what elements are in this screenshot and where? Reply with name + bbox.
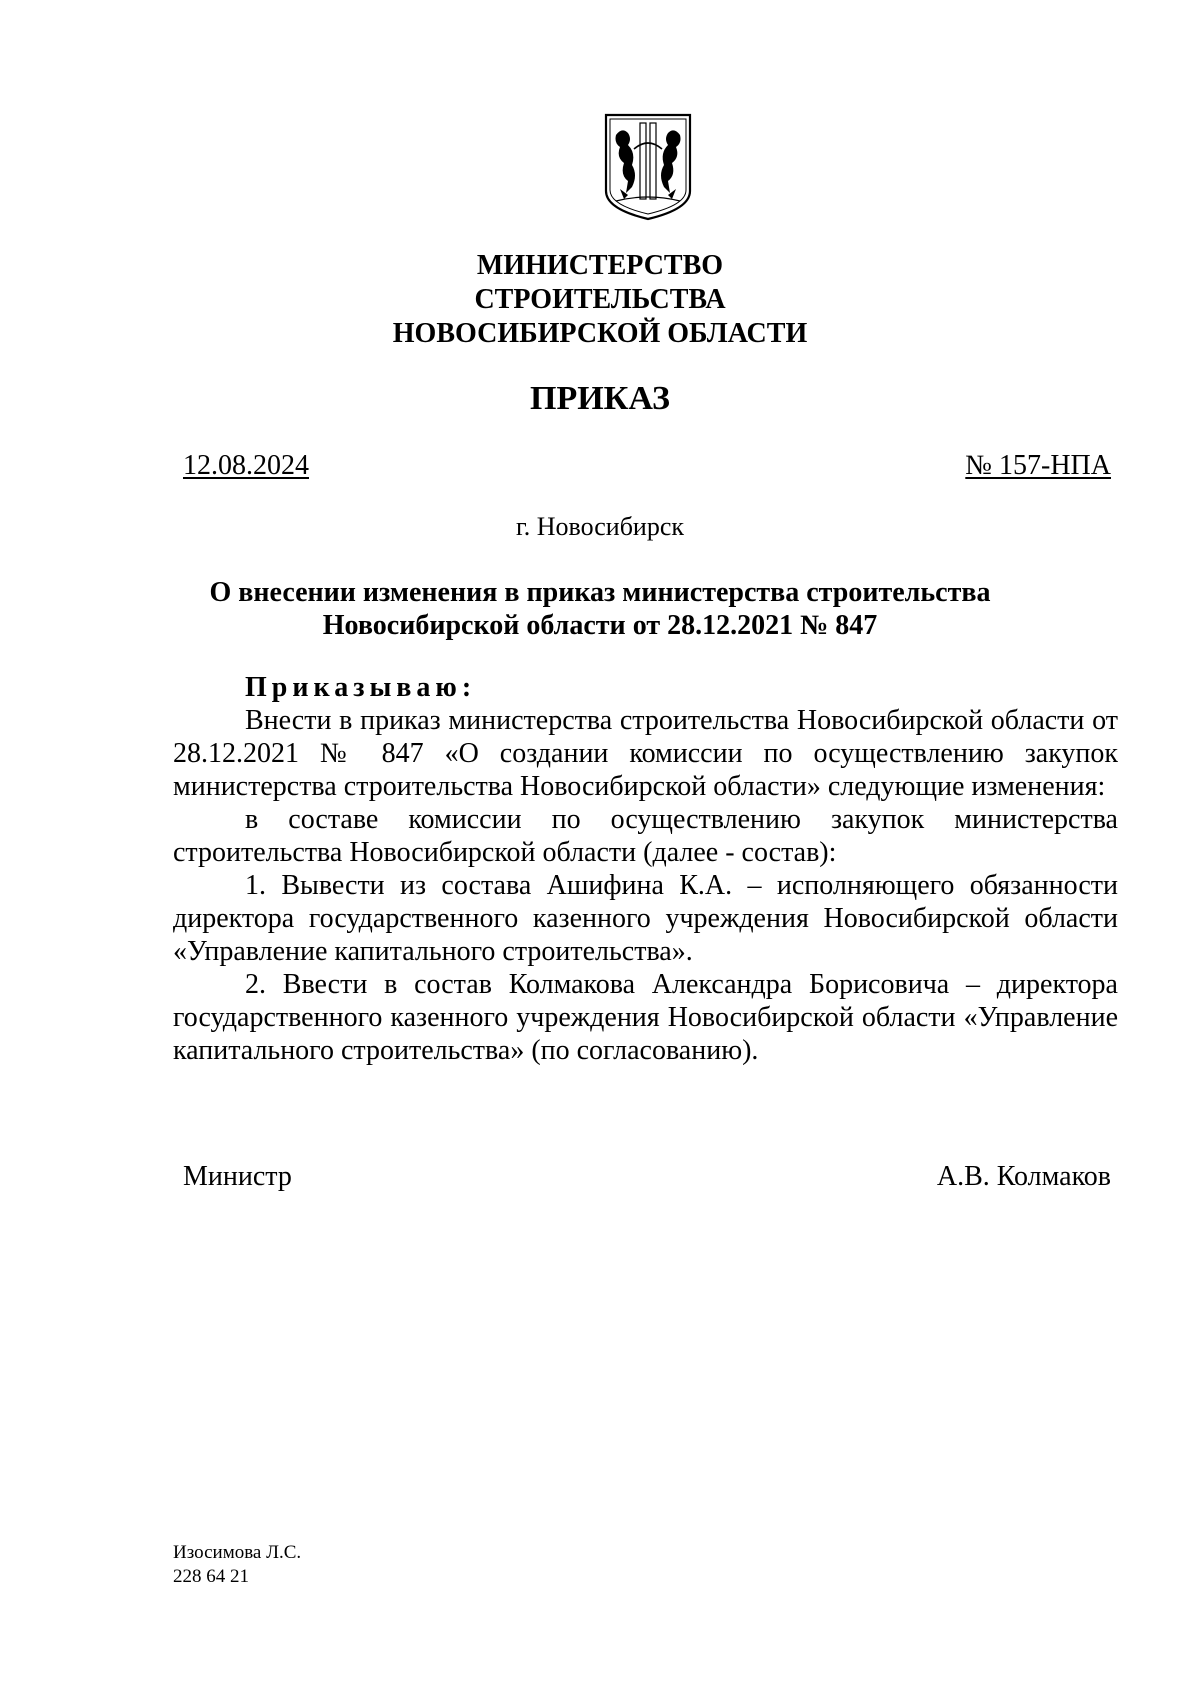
document-body [173,671,1118,1067]
signature-role: Министр [183,1161,292,1192]
org-name-line-2: СТРОИТЕЛЬСТВА [474,284,726,315]
body-paragraph-2: в составе комиссии по осуществлению закупок министерства строительства Новосибирской области (далее - состав): [173,804,1118,868]
body-paragraph-1: Внести в приказ министерства строительства Новосибирской области от 28.12.2021 № 847 «О создании комиссии по осуществлению закупок министерства строительства Новосибирской области» следующие изменения: [173,705,1118,802]
body-paragraph-3: 1. Вывести из состава Ашифина К.А. – исполняющего обязанности директора государственного казенного учреждения Новосибирской области «Управление капитального строительства». [173,870,1118,967]
signature-name: А.В. Колмаков [936,1161,1111,1192]
document-type: ПРИКАЗ [530,380,670,417]
document-title-line-1: О внесении изменения в приказ министерства строительства [209,577,991,608]
org-name-line-3: НОВОСИБИРСКОЙ ОБЛАСТИ [392,318,808,349]
coat-of-arms-icon [602,113,694,221]
order-word: Приказываю: [245,672,477,703]
executor-info [173,1541,301,1589]
document-city: г. Новосибирск [515,512,685,541]
body-paragraph-4: 2. Ввести в состав Колмакова Александра Борисовича – директора государственного казенного учреждения Новосибирской области «Управление капитального строительства» (по согласованию). [173,969,1118,1066]
org-name-line-1: МИНИСТЕРСТВО [476,250,724,281]
document-number: № 157-НПА [965,450,1111,481]
document-title-line-2: Новосибирской области от 28.12.2021 № 847 [322,610,878,641]
executor-phone: 228 64 21 [173,1566,249,1587]
document-title [0,576,1200,642]
executor-name: Изосимова Л.С. [173,1542,302,1563]
document-date: 12.08.2024 [183,450,309,481]
